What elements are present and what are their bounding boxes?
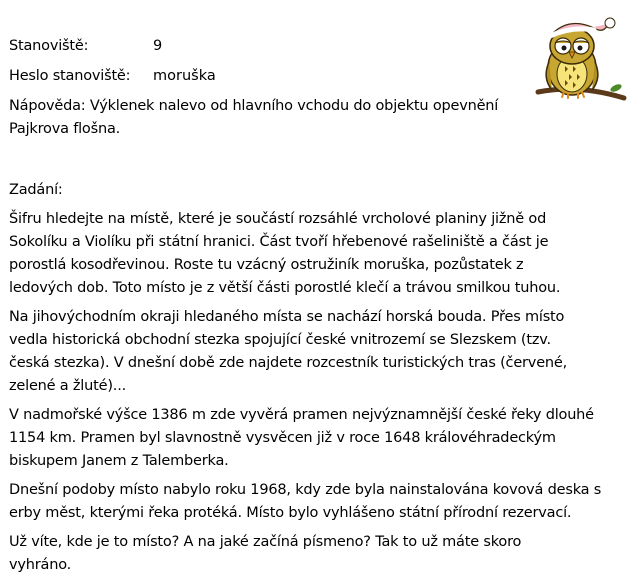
- task-title: Zadání:: [9, 182, 63, 198]
- paragraph-1-line-3: porostlá kosodřevinou. Roste tu vzácný ostružiník moruška, pozůstatek z: [9, 257, 524, 273]
- paragraph-2-line-4: zelené a žluté)...: [9, 378, 127, 394]
- station-value: 9: [153, 38, 163, 54]
- paragraph-3-line-2: 1154 km. Pramen byl slavnostně vysvěcen již v roce 1648 královéhradeckým: [9, 430, 556, 446]
- station-label: Stanoviště:: [9, 38, 89, 54]
- paragraph-3-line-3: biskupem Janem z Talemberka.: [9, 453, 229, 469]
- paragraph-4-line-1: Dnešní podoby místo nabylo roku 1968, kdy zde byla nainstalována kovová deska s: [9, 482, 602, 498]
- paragraph-5-line-1: Už víte, kde je to místo? A na jaké začíná písmeno? Tak to už máte skoro: [9, 534, 522, 550]
- paragraph-2-line-3: česká stezka). V dnešní době zde najdete rozcestník turistických tras (červené,: [9, 355, 568, 371]
- paragraph-2-line-2: vedla historická obchodní stezka spojující české vnitrozemí se Slezskem (tzv.: [9, 332, 551, 348]
- owl-with-santa-hat-icon: [528, 10, 628, 110]
- paragraph-1-line-1: Šifru hledejte na místě, které je součástí rozsáhlé vrcholové planiny jižně od: [9, 211, 547, 227]
- paragraph-1-line-4: ledových dob. Toto místo je z větší části porostlé klečí a trávou smilkou tuhou.: [9, 280, 561, 296]
- password-label: Heslo stanoviště:: [9, 68, 131, 84]
- paragraph-4-line-2: erby měst, kterými řeka protéká. Místo bylo vyhlášeno státní přírodní rezervací.: [9, 505, 572, 521]
- hint-line-2: Pajkrova flošna.: [9, 121, 121, 137]
- paragraph-2-line-1: Na jihovýchodním okraji hledaného místa se nachází horská bouda. Přes místo: [9, 309, 565, 325]
- paragraph-5-line-2: vyhráno.: [9, 557, 72, 573]
- hint-line-1: Nápověda: Výklenek nalevo od hlavního vchodu do objektu opevnění: [9, 98, 499, 114]
- paragraph-1-line-2: Sokolíku a Violíku při státní hranici. Část tvoří hřebenové rašeliniště a část je: [9, 234, 549, 250]
- password-value: moruška: [153, 68, 216, 84]
- paragraph-3-line-1: V nadmořské výšce 1386 m zde vyvěrá pramen nejvýznamnější české řeky dlouhé: [9, 407, 594, 423]
